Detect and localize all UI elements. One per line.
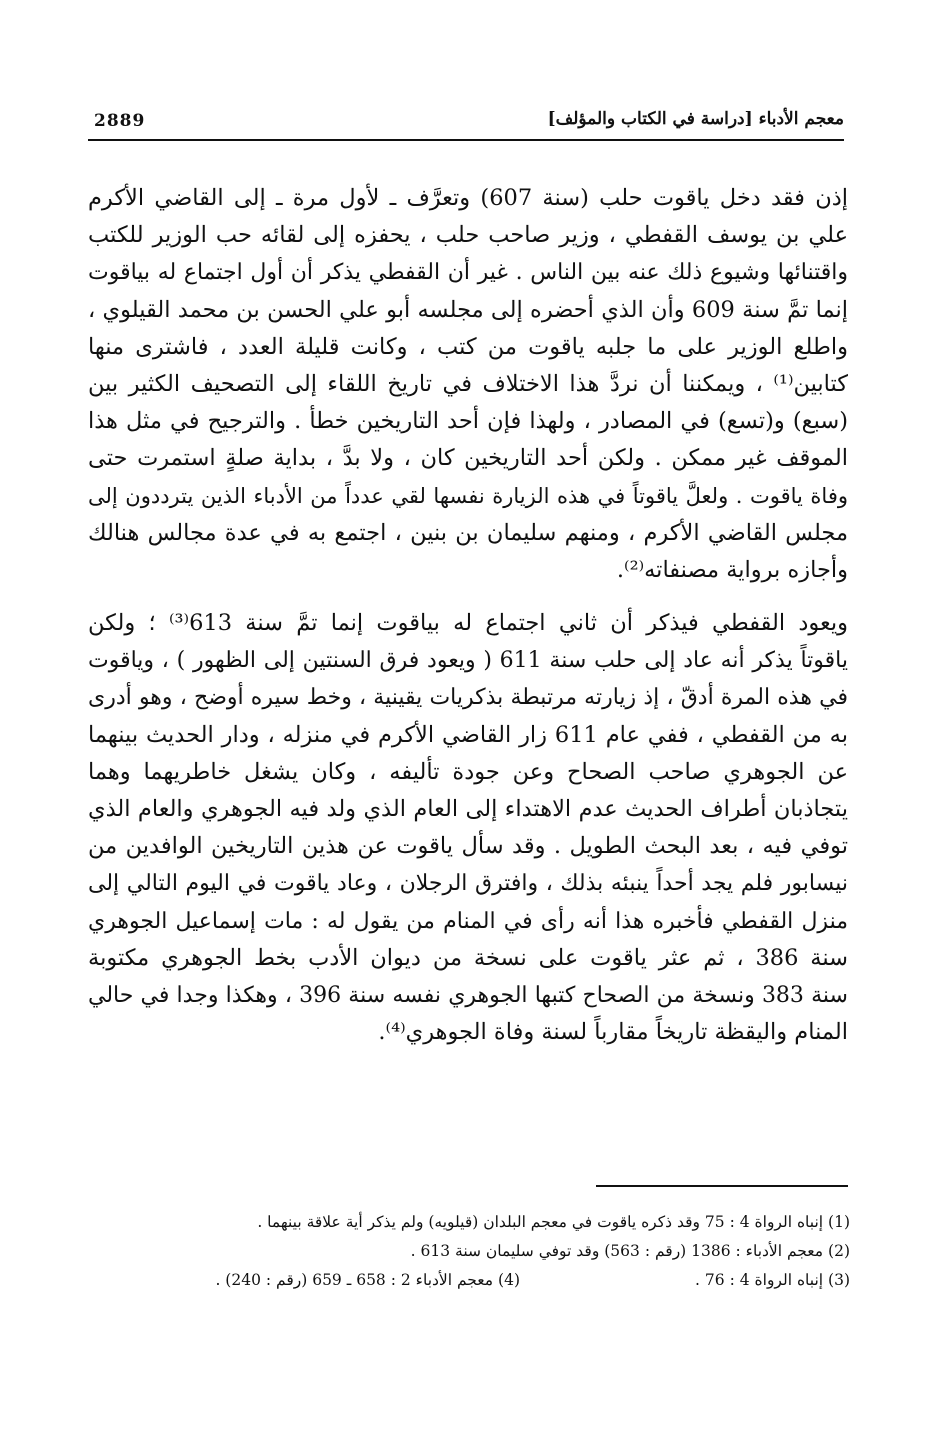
- body-text: [88, 180, 848, 1051]
- footnote-2: (2) معجم الأدباء : 1386 (رقم : 563) وقد توفي سليمان سنة 613 .: [410, 1242, 850, 1260]
- text-line: واقتنائها وشيوع ذلك عنه بين الناس . غير أن القفطي يذكر أن أول اجتماع له بياقوت: [88, 260, 848, 286]
- text-line: واطلع الوزير على ما جلبه ياقوت من كتب ، وكانت قليلة العدد ، فاشترى منها: [88, 333, 848, 360]
- text-line: كتابين⁽¹⁾ ، ويمكننا أن نردَّ هذا الاختلاف في تاريخ اللقاء إلى التصحيف الكثير بين: [88, 370, 848, 397]
- page-number: 2889: [94, 111, 146, 131]
- text-line: منزل القفطي فأخبره هذا أنه رأى في المنام من يقول له : مات إسماعيل الجوهري: [88, 908, 848, 934]
- text-line: توفي فيه ، بعد البحث الطويل . وقد سأل ياقوت عن هذين التاريخين الوافدين من: [88, 833, 848, 860]
- text-line: سنة 383 ونسخة من الصحاح كتبها الجوهري نفسه سنة 396 ، وهكذا وجدا في حالي: [88, 982, 848, 1008]
- text-line: سنة 386 ، ثم عثر ياقوت على نسخة من ديوان الأدب بخط الجوهري مكتوبة: [88, 944, 848, 971]
- text-line: المنام واليقظة تاريخاً مقارباً لسنة وفاة الجوهري⁽⁴⁾.: [378, 1019, 848, 1046]
- footnote-divider: [596, 1185, 848, 1187]
- text-line: ويعود القفطي فيذكر أن ثاني اجتماع له بياقوت إنما تمَّ سنة 613⁽³⁾ ؛ ولكن: [88, 610, 848, 637]
- text-line: في هذه المرة أدقّ ، إذ زيارته مرتبطة بذكريات يقينية ، وخط سيره أوضح ، وهو أدرى: [88, 685, 848, 711]
- text-line: عن الجوهري صاحب الصحاح وعن جودة تأليفه ، وكان يشغل خاطريهما وهما: [88, 758, 848, 785]
- footnote-3: (3) إنباه الرواة 4 : 76 .: [695, 1271, 850, 1289]
- footnote-1: (1) إنباه الرواة 4 : 75 وقد ذكره ياقوت في معجم البلدان (قيلويه) ولم يذكر أية علاقة بينهما .: [257, 1213, 850, 1231]
- footnotes: [88, 1208, 850, 1295]
- text-line: إنما تمَّ سنة 609 وأن الذي أحضره إلى مجلسه أبو علي الحسن بن محمد القيلوي ،: [88, 296, 848, 323]
- text-line: به من القفطي ، ففي عام 611 زار القاضي الأكرم في منزله ، ودار الحديث بينهما: [88, 721, 848, 748]
- text-line: نيسابور فلم يجد أحداً ينبئه بذلك ، وافترق الرجلان ، وعاد ياقوت في اليوم التالي إلى: [88, 871, 848, 897]
- text-line: مجلس القاضي الأكرم ، ومنهم سليمان بن بنين ، اجتمع به في عدة مجالس هنالك: [88, 519, 848, 546]
- text-line: (سبع) و(تسع) في المصادر ، ولهذا فإن أحد التاريخين خطأ . والترجيح في مثل هذا: [88, 408, 848, 435]
- text-line: إذن فقد دخل ياقوت حلب (سنة 607) وتعرَّف ـ لأول مرة ـ إلى القاضي الأكرم: [88, 185, 848, 211]
- paragraph-1: [88, 180, 848, 589]
- text-line: وأجازه برواية مصنفاته⁽²⁾.: [616, 556, 848, 583]
- text-line: وفاة ياقوت . ولعلَّ ياقوتاً في هذه الزيارة نفسها لقي عدداً من الأدباء الذين يترددون إلى: [88, 483, 848, 508]
- footnote-row: [88, 1266, 850, 1295]
- footnote-4: (4) معجم الأدباء 2 : 658 ـ 659 (رقم : 240) .: [215, 1271, 520, 1289]
- text-line: علي بن يوسف القفطي ، وزير صاحب حلب ، يحفزه إلى لقائه حب الوزير للكتب: [88, 222, 848, 249]
- text-line: الموقف غير ممكن . ولكن أحد التاريخين كان ، ولا بدَّ ، بداية صلةٍ استمرت حتى: [88, 445, 848, 472]
- page-header: [88, 103, 844, 141]
- running-title: معجم الأدباء [دراسة في الكتاب والمؤلف]: [547, 109, 844, 129]
- text-line: يتجاذبان أطراف الحديث عدم الاهتداء إلى العام الذي ولد فيه الجوهري والعام الذي: [88, 796, 848, 822]
- paragraph-2: [88, 605, 848, 1051]
- text-line: ياقوتاً يذكر أنه عاد إلى حلب سنة 611 ( ويعود فرق السنتين إلى الظهور ) ، وياقوت: [88, 648, 848, 674]
